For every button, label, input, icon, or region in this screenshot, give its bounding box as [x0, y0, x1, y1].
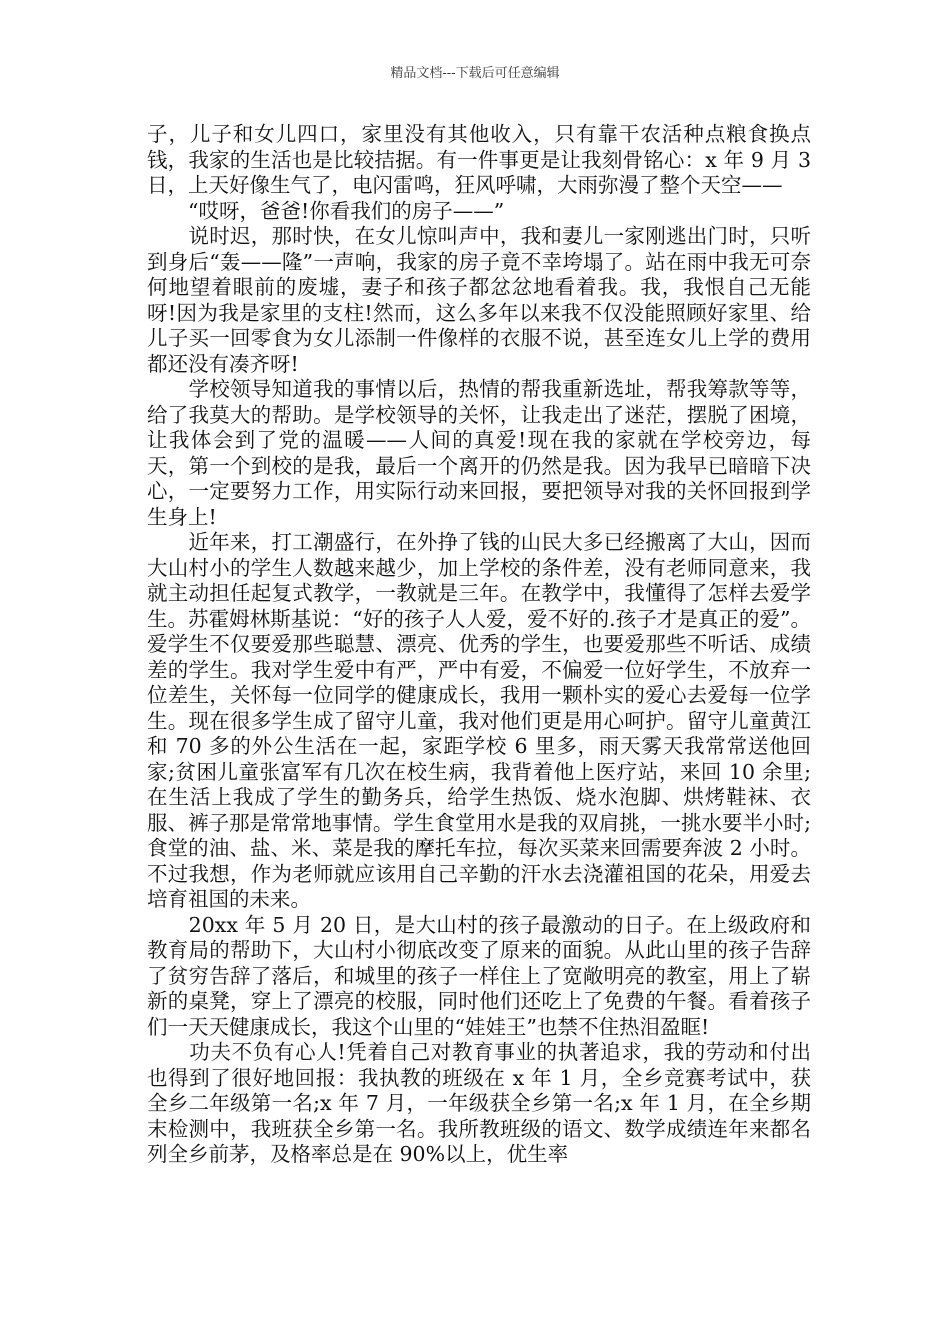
paragraph-1: 子，儿子和女儿四口，家里没有其他收入，只有靠干农活种点粮食换点钱，我家的生活也是比较拮据。有一件事更是让我刻骨铭心：x 年 9 月 3 日，上天好像生气了，电闪雷鸣，狂风呼啸，大雨弥漫了整个天空——	[147, 122, 818, 197]
paragraph-2: “哎呀，爸爸!你看我们的房子——”	[147, 198, 505, 223]
paragraph-4: 学校领导知道我的事情以后，热情的帮我重新选址，帮我筹款等等，给了我莫大的帮助。是学校领导的关怀，让我走出了迷茫，摆脱了困境，让我体会到了党的温暖——人间的真爱!现在我的家就在学校旁边，每天，第一个到校的是我，最后一个离开的仍然是我。因为我早已暗暗下决心，一定要努力工作，用实际行动来回报，要把领导对我的关怀回报到学生身上!	[147, 377, 811, 529]
page-header: 精品文档---下载后可任意编辑	[390, 66, 560, 81]
paragraph-6: 20xx 年 5 月 20 日，是大山村的孩子最激动的日子。在上级政府和教育局的帮助下，大山村小彻底改变了原来的面貌。从此山里的孩子告辞了贫穷告辞了落后，和城里的孩子一样住上了宽敞明亮的教室，用上了崭新的桌凳，穿上了漂亮的校服，同时他们还吃上了免费的午餐。看着孩子们一天天健康成长，我这个山里的“娃娃王”也禁不住热泪盈眶!	[147, 912, 811, 1039]
paragraph-3: 说时迟，那时快，在女儿惊叫声中，我和妻儿一家刚逃出门时，只听到身后“轰——隆”一声响，我家的房子竟不幸垮塌了。站在雨中我无可奈何地望着眼前的废墟，妻子和孩子都忿忿地看着我。我，我恨自己无能呀!因为我是家里的支柱!然而，这么多年以来我不仅没能照顾好家里、给儿子买一回零食为女儿添制一件像样的衣服不说，甚至连女儿上学的费用都还没有凑齐呀!	[147, 224, 811, 376]
paragraph-5: 近年来，打工潮盛行，在外挣了钱的山民大多已经搬离了大山，因而大山村小的学生人数越来越少，加上学校的条件差，没有老师同意来，我就主动担任起复式教学，一教就是三年。在教学中，我懂得了怎样去爱学生。苏霍姆林斯基说：“好的孩子人人爱，爱不好的.孩子才是真正的爱”。爱学生不仅要爱那些聪慧、漂亮、优秀的学生，也要爱那些不听话、成绩差的学生。我对学生爱中有严，严中有爱，不偏爱一位好学生，不放弃一位差生，关怀每一位同学的健康成长，我用一颗朴实的爱心去爱每一位学生。现在很多学生成了留守儿童，我对他们更是用心呵护。留守儿童黄江和 70 多的外公生活在一起，家距学校 6 里多，雨天雾天我常常送他回家;贫困儿童张富军有几次在校生病，我背着他上医疗站，来回 10 余里;在生活上我成了学生的勤务兵，给学生热饭、烧水泡脚、烘烤鞋袜、衣服、裤子那是常常地事情。学生食堂用水是我的双肩挑，一挑水要半小时;食堂的油、盐、米、菜是我的摩托车拉，每次买菜来回需要奔波 2 小时。不过我想，作为老师就应该用自己辛勤的汗水去浇灌祖国的花朵，用爱去培育祖国的未来。	[147, 530, 811, 911]
document-body	[147, 122, 818, 1168]
paragraph-7: 功夫不负有心人!凭着自己对教育事业的执著追求，我的劳动和付出也得到了很好地回报：我执教的班级在 x 年 1 月，全乡竞赛考试中，获全乡二年级第一名;x 年 7 月，一年级获全乡第一名;x 年 1 月，在全乡期末检测中，我班获全乡第一名。我所教班级的语文、数学成绩连年来都名列全乡前茅，及格率总是在 90%以上，优生率	[147, 1040, 811, 1166]
